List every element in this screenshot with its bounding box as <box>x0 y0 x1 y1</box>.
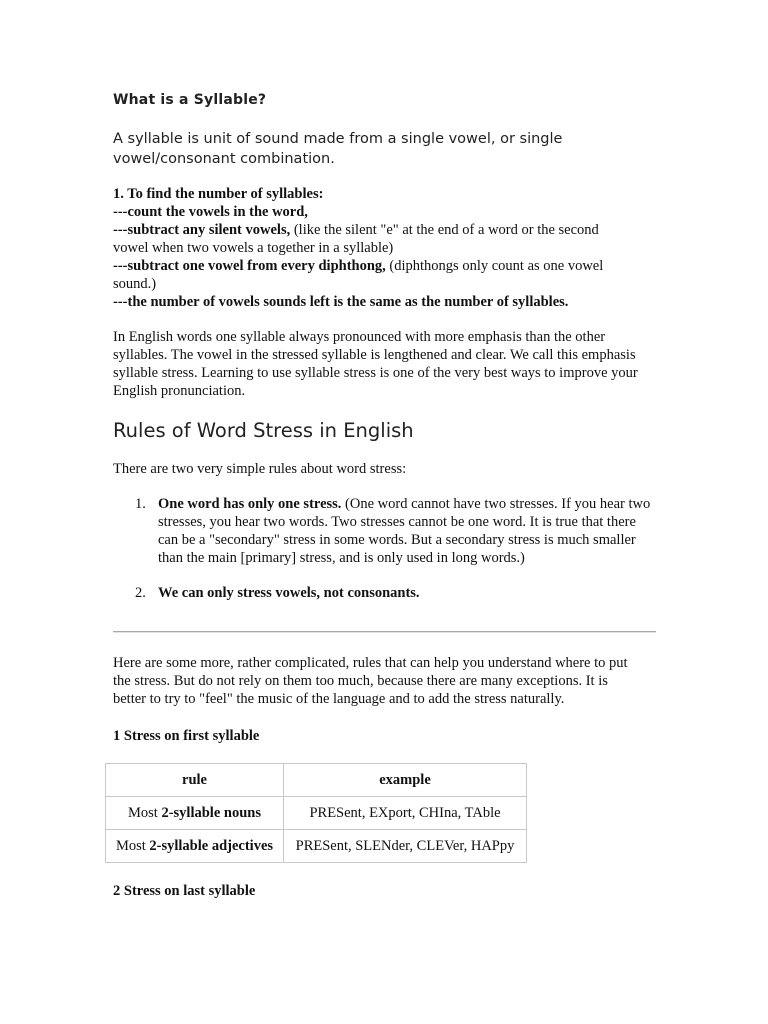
rule-title: We can only stress vowels, not consonants. <box>158 585 420 601</box>
step-count-vowels: ---count the vowels in the word, <box>113 204 308 220</box>
table-row <box>106 830 527 863</box>
step-result: ---the number of vowels sounds left is the same as the number of syllables. <box>113 294 569 310</box>
table-cell-rule: Most 2-syllable nouns <box>106 797 284 830</box>
steps-title: 1. To find the number of syllables: <box>113 186 324 202</box>
table-cell-example: PRESent, EXport, CHIna, TAble <box>284 797 527 830</box>
rule-title: One word has only one stress. <box>158 496 342 512</box>
rule-number: 2. <box>135 585 146 601</box>
horizontal-divider <box>113 631 656 633</box>
table-header-row <box>106 764 527 797</box>
rule-number: 1. <box>135 496 146 512</box>
step-diphthong: ---subtract one vowel from every diphthong, (diphthongs only count as one vowel sound.) <box>113 258 604 292</box>
table-header-example: example <box>284 764 527 797</box>
step-silent-vowels: ---subtract any silent vowels, (like the silent "e" at the end of a word or the second vowel when two vowels a together in a syllable) <box>113 222 599 256</box>
rule-item <box>135 584 653 602</box>
stress-intro-paragraph: In English words one syllable always pronounced with more emphasis than the other syllables. The vowel in the stressed syllable is lengthened and clear. We call this emphasis syllable stress. Learning to use syllable stress is one of the very best ways to improve your English pronunciation. <box>113 329 638 399</box>
syllable-definition: A syllable is unit of sound made from a single vowel, or single vowel/consonant combination. <box>113 131 563 167</box>
table-header-rule: rule <box>106 764 284 797</box>
table-cell-example: PRESent, SLENder, CLEVer, HAPpy <box>284 830 527 863</box>
rules-heading: Rules of Word Stress in English <box>113 419 414 442</box>
syllable-heading: What is a Syllable? <box>113 92 267 108</box>
section-last-syllable-title: 2 Stress on last syllable <box>113 883 256 899</box>
syllable-count-steps <box>113 185 633 311</box>
more-rules-paragraph: Here are some more, rather complicated, rules that can help you understand where to put the stress. But do not rely on them too much, because there are many exceptions. It is better to try to "feel" the music of the language and to add the stress naturally. <box>113 655 628 707</box>
table-row <box>106 797 527 830</box>
section-first-syllable-title: 1 Stress on first syllable <box>113 728 260 744</box>
rules-list <box>135 495 653 602</box>
rule-item <box>135 495 653 567</box>
rules-intro: There are two very simple rules about word stress: <box>113 461 407 477</box>
table-cell-rule: Most 2-syllable adjectives <box>106 830 284 863</box>
stress-rules-table <box>105 763 527 863</box>
rule-text: (One word cannot have two stresses. If you hear two stresses, you hear two words. Two stresses cannot be one word. It is true that there can be a "secondary" stress in some words. But a secondary stress is much smaller than the main [primary] stress, and is only used in long words.) <box>158 496 651 566</box>
